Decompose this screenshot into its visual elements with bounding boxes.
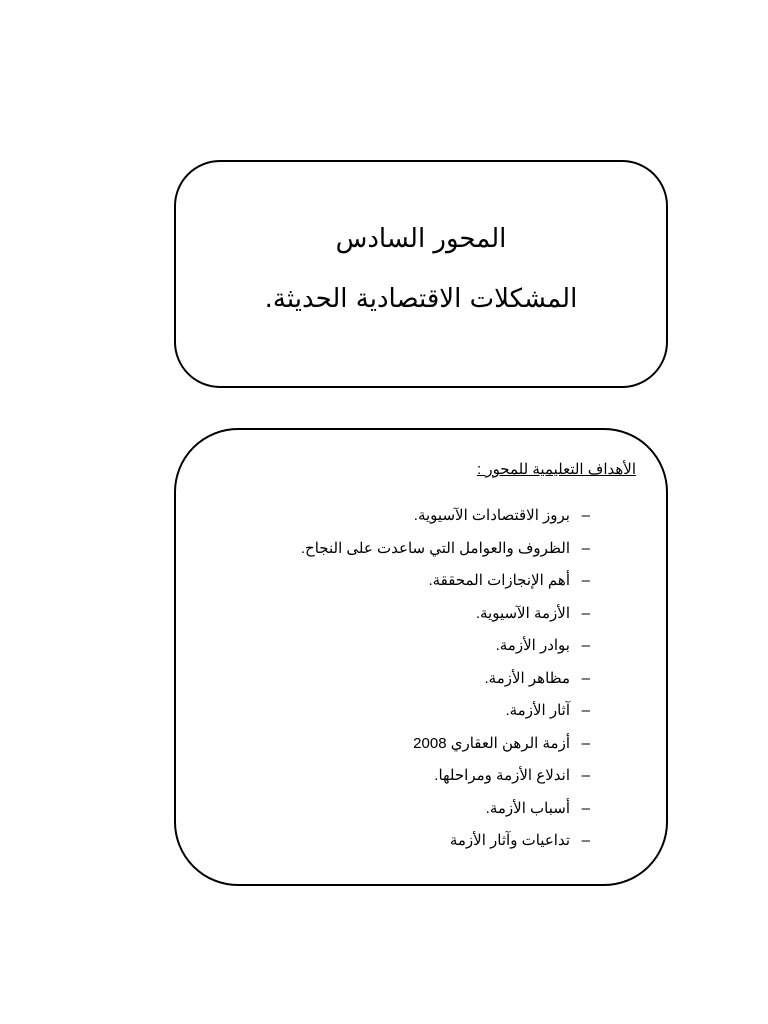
list-item-text: أسباب الأزمة. bbox=[485, 799, 570, 817]
bullet-dash: – bbox=[581, 799, 590, 817]
list-item-text: بروز الاقتصادات الآسيوية. bbox=[413, 507, 570, 524]
list-item bbox=[176, 506, 666, 539]
list-item-text: الأزمة الآسيوية. bbox=[475, 604, 570, 622]
list-item bbox=[176, 701, 666, 734]
list-item bbox=[176, 831, 666, 864]
list-item bbox=[176, 539, 666, 572]
list-item bbox=[176, 571, 666, 604]
list-item bbox=[176, 734, 666, 767]
list-item bbox=[176, 604, 666, 637]
list-item-text: مظاهر الأزمة. bbox=[484, 669, 570, 687]
objectives-box bbox=[174, 428, 668, 886]
bullet-dash: – bbox=[581, 637, 590, 654]
bullet-dash: – bbox=[581, 734, 590, 752]
bullet-dash: – bbox=[581, 767, 590, 784]
list-item-text: بوادر الأزمة. bbox=[495, 637, 570, 654]
list-item bbox=[176, 799, 666, 832]
list-item-text: تداعيات وآثار الأزمة bbox=[449, 832, 570, 849]
list-item-text: أزمة الرهن العقاري 2008 bbox=[413, 734, 570, 752]
title-box bbox=[174, 160, 668, 388]
chapter-title: المحور السادس bbox=[335, 224, 507, 254]
bullet-dash: – bbox=[581, 832, 590, 849]
bullet-dash: – bbox=[581, 539, 590, 557]
list-item-text: اندلاع الأزمة ومراحلها. bbox=[434, 767, 570, 784]
bullet-dash: – bbox=[581, 507, 590, 524]
bullet-dash: – bbox=[581, 669, 590, 687]
chapter-subtitle: المشكلات الاقتصادية الحديثة. bbox=[264, 284, 578, 314]
list-item bbox=[176, 636, 666, 669]
list-item bbox=[176, 766, 666, 799]
list-item-text: أهم الإنجازات المحققة. bbox=[428, 572, 570, 589]
bullet-dash: – bbox=[581, 572, 590, 589]
objectives-list bbox=[176, 506, 666, 864]
list-item-text: آثار الأزمة. bbox=[505, 702, 570, 719]
list-item bbox=[176, 669, 666, 702]
bullet-dash: – bbox=[581, 604, 590, 622]
bullet-dash: – bbox=[581, 702, 590, 719]
list-item-text: الظروف والعوامل التي ساعدت على النجاح. bbox=[300, 539, 570, 557]
objectives-heading: الأهداف التعليمية للمحور : bbox=[476, 461, 636, 478]
